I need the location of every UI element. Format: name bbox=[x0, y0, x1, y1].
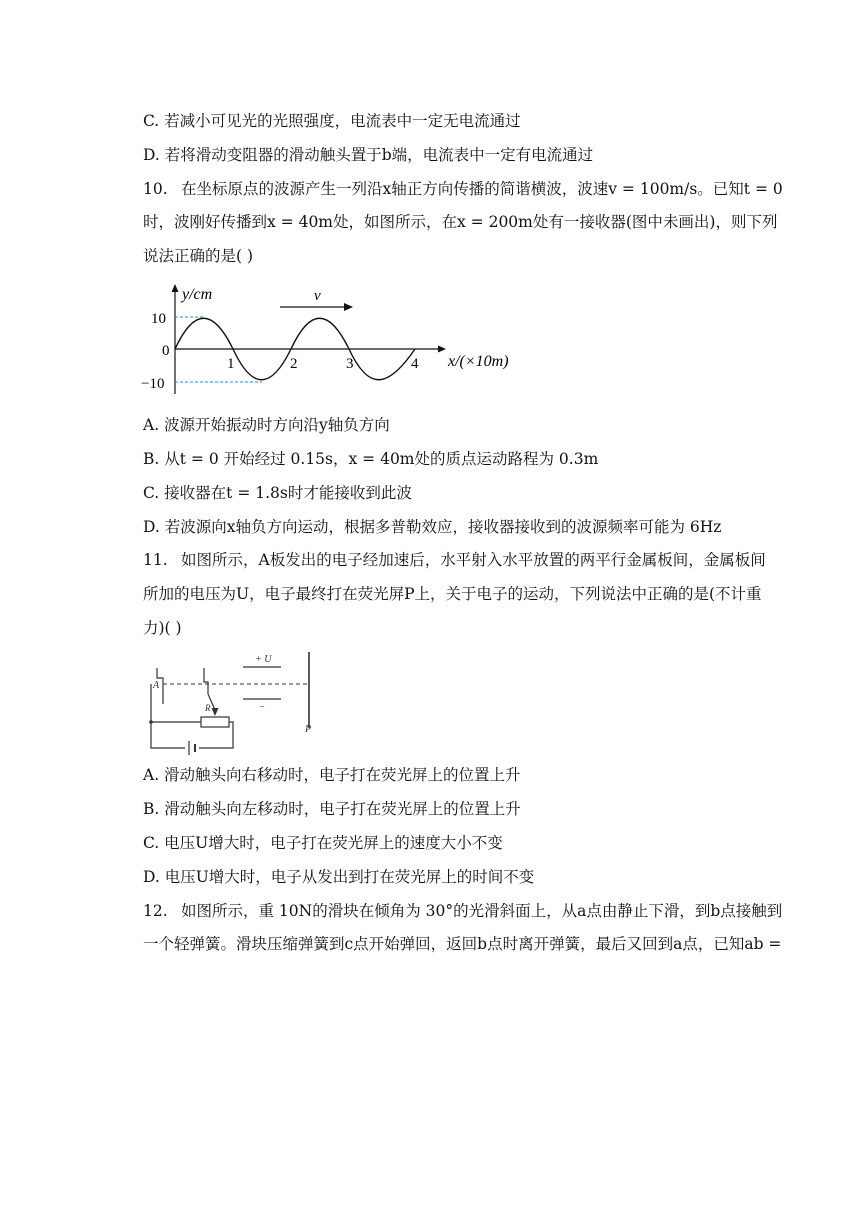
q12-stem-line1 bbox=[143, 901, 782, 921]
q11-circuit-wire-right bbox=[199, 722, 233, 748]
q12-stem-text1: 如图所示，重 10N的滑块在倾角为 30°的光滑斜面上，从a点由静止下滑，到b点接触到 bbox=[181, 902, 783, 920]
q11-option-c: C. 电压U增大时，电子打在荧光屏上的速度大小不变 bbox=[143, 834, 503, 852]
q10-xtick-2: 2 bbox=[290, 356, 298, 372]
q10-stem-text1: 在坐标原点的波源产生一列沿x轴正方向传播的简谐横波，波速v = 100m/s。已知t = 0 bbox=[181, 180, 783, 198]
q11-number: 11. bbox=[143, 551, 168, 569]
q11-option-b: B. 滑动触头向左移动时，电子打在荧光屏上的位置上升 bbox=[143, 800, 521, 818]
q9-option-c: C. 若减小可见光的光照强度，电流表中一定无电流通过 bbox=[143, 112, 521, 130]
q10-stem-line3: 说法正确的是( ) bbox=[143, 247, 254, 265]
q10-xtick-1: 1 bbox=[227, 356, 235, 372]
q11-circuit-wire-left bbox=[151, 684, 185, 748]
q11-circuit-figure bbox=[145, 648, 335, 756]
q11-option-d: D. 电压U增大时，电子从发出到打在荧光屏上的时间不变 bbox=[143, 868, 535, 886]
q10-ytick-0: 0 bbox=[162, 343, 170, 359]
q11-accel-plate bbox=[204, 668, 208, 694]
q10-y-axis-arrowhead bbox=[172, 284, 179, 292]
q11-stem-line1 bbox=[143, 550, 766, 570]
q11-stem-text1: 如图所示，A板发出的电子经加速后，水平射入水平放置的两平行金属板间，金属板间 bbox=[181, 551, 766, 569]
q9-option-d: D. 若将滑动变阻器的滑动触头置于b端，电流表中一定有电流通过 bbox=[143, 146, 594, 164]
q11-junction-dot bbox=[149, 720, 153, 724]
q10-number: 10. bbox=[143, 180, 168, 198]
q10-wave-figure bbox=[140, 282, 530, 400]
q10-y-axis-label: y/cm bbox=[182, 286, 213, 303]
q11-label-r: R bbox=[205, 703, 211, 713]
q10-option-d: D. 若波源向x轴负方向运动，根据多普勒效应，接收器接收到的波源频率可能为 6Hz bbox=[143, 518, 722, 536]
q11-label-a: A bbox=[153, 680, 160, 691]
q10-option-b: B. 从t = 0 开始经过 0.15s，x = 40m处的质点运动路程为 0.3m bbox=[143, 450, 599, 468]
q10-x-axis-arrowhead bbox=[438, 346, 446, 353]
q11-stem-line3: 力)( ) bbox=[143, 619, 182, 637]
q10-x-axis-label: x/(×10m) bbox=[448, 353, 509, 370]
q10-stem-line2: 时，波刚好传播到x = 40m处，如图所示，在x = 200m处有一接收器(图中未画出)，则下列 bbox=[143, 213, 778, 231]
q11-stem-line2: 所加的电压为U，电子最终打在荧光屏P上，关于电子的运动，下列说法中正确的是(不计重 bbox=[143, 585, 762, 603]
q10-ytick-neg10: −10 bbox=[141, 376, 165, 392]
q11-label-p: P bbox=[305, 724, 312, 735]
q10-xtick-4: 4 bbox=[411, 356, 419, 372]
q10-ytick-10: 10 bbox=[151, 311, 166, 327]
q11-label-minus: − bbox=[259, 702, 265, 713]
q10-xtick-3: 3 bbox=[346, 356, 354, 372]
q11-option-a: A. 滑动触头向右移动时，电子打在荧光屏上的位置上升 bbox=[143, 766, 521, 784]
q10-velocity-label: v bbox=[314, 288, 321, 304]
q10-option-a: A. 波源开始振动时方向沿y轴负方向 bbox=[143, 416, 390, 434]
q12-number: 12. bbox=[143, 902, 168, 920]
q10-velocity-arrowhead bbox=[344, 303, 353, 311]
q11-rheostat bbox=[201, 717, 229, 727]
q12-stem-line2: 一个轻弹簧。滑块压缩弹簧到c点开始弹回，返回b点时离开弹簧，最后又回到a点，已知ab = bbox=[143, 935, 782, 953]
q10-option-c: C. 接收器在t = 1.8s时才能接收到此波 bbox=[143, 484, 412, 502]
q10-stem-line1 bbox=[143, 179, 783, 199]
q11-slider-arrowhead bbox=[212, 708, 219, 716]
q11-label-plus-u: + U bbox=[255, 654, 272, 665]
